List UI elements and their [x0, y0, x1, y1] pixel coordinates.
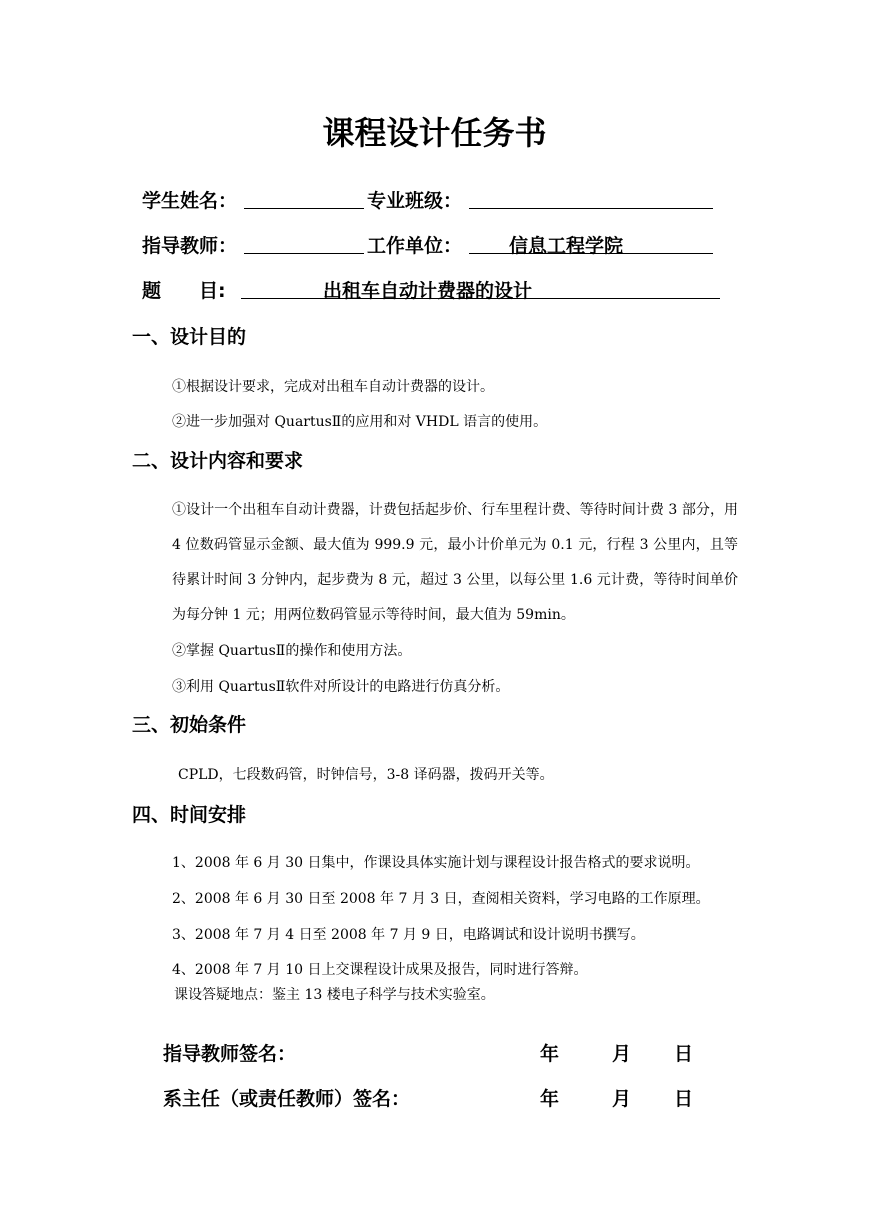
director-signature-label: 系主任（或责任教师）签名：	[163, 1088, 411, 1110]
list-item: ③利用 QuartusⅡ软件对所设计的电路进行仿真分析。	[172, 679, 510, 695]
year-label: 年	[540, 1088, 560, 1110]
day-label: 日	[674, 1043, 694, 1065]
advisor-label: 指导教师：	[142, 235, 238, 257]
topic-field[interactable]	[241, 276, 720, 302]
work-unit-label: 工作单位：	[367, 235, 463, 257]
student-name-field[interactable]	[244, 186, 364, 209]
list-item: 2、2008 年 6 月 30 日至 2008 年 7 月 3 日，查阅相关资料，学习电路的工作原理。	[172, 891, 710, 907]
document-title: 课程设计任务书	[322, 114, 547, 152]
requirements-paragraph: ①设计一个出租车自动计费器，计费包括起步价、行车里程计费、等待时间计费 3 部分，用 4 位数码管显示金额、最大值为 999.9 元，最小计价单元为 0.1 元，行程 3 公里内，且等待累计时间 3 分钟内，起步费为 8 元，超过 3 公里，以每公里 1.6 元计费，等待时间单价为每分钟 1 元；用两位数码管显示等待时间，最大值为 59min。	[172, 502, 738, 623]
topic-label: 题 目:	[142, 280, 226, 302]
major-class-label: 专业班级：	[367, 190, 463, 212]
student-name-label: 学生姓名：	[142, 190, 238, 212]
list-item: ①根据设计要求，完成对出租车自动计费器的设计。	[172, 379, 494, 395]
advisor-signature-label: 指导教师签名：	[163, 1043, 297, 1065]
list-item: 1、2008 年 6 月 30 日集中，作课设具体实施计划与课程设计报告格式的要求说明。	[172, 855, 700, 871]
list-item: 4、2008 年 7 月 10 日上交课程设计成果及报告，同时进行答辩。	[172, 962, 588, 978]
work-unit-value: 信息工程学院	[509, 235, 624, 257]
month-label: 月	[612, 1088, 632, 1110]
year-label: 年	[540, 1043, 560, 1065]
conditions-text: CPLD，七段数码管，时钟信号，3-8 译码器，拨码开关等。	[178, 767, 554, 783]
topic-value: 出租车自动计费器的设计	[323, 280, 533, 302]
list-item: ②进一步加强对 QuartusⅡ的应用和对 VHDL 语言的使用。	[172, 414, 548, 430]
list-item: 3、2008 年 7 月 4 日至 2008 年 7 月 9 日，电路调试和设计说明书撰写。	[172, 927, 645, 943]
month-label: 月	[612, 1043, 632, 1065]
day-label: 日	[674, 1088, 694, 1110]
location-text: 课设答疑地点：鉴主 13 楼电子科学与技术实验室。	[174, 987, 495, 1003]
section-heading-content: 二、设计内容和要求	[132, 450, 304, 472]
section-heading-conditions: 三、初始条件	[132, 714, 247, 736]
work-unit-field[interactable]	[469, 231, 713, 257]
major-class-field[interactable]	[469, 186, 713, 209]
advisor-field[interactable]	[244, 231, 364, 254]
section-heading-purpose: 一、设计目的	[132, 326, 247, 348]
section-heading-schedule: 四、时间安排	[132, 804, 247, 826]
list-item: ②掌握 QuartusⅡ的操作和使用方法。	[172, 643, 412, 659]
